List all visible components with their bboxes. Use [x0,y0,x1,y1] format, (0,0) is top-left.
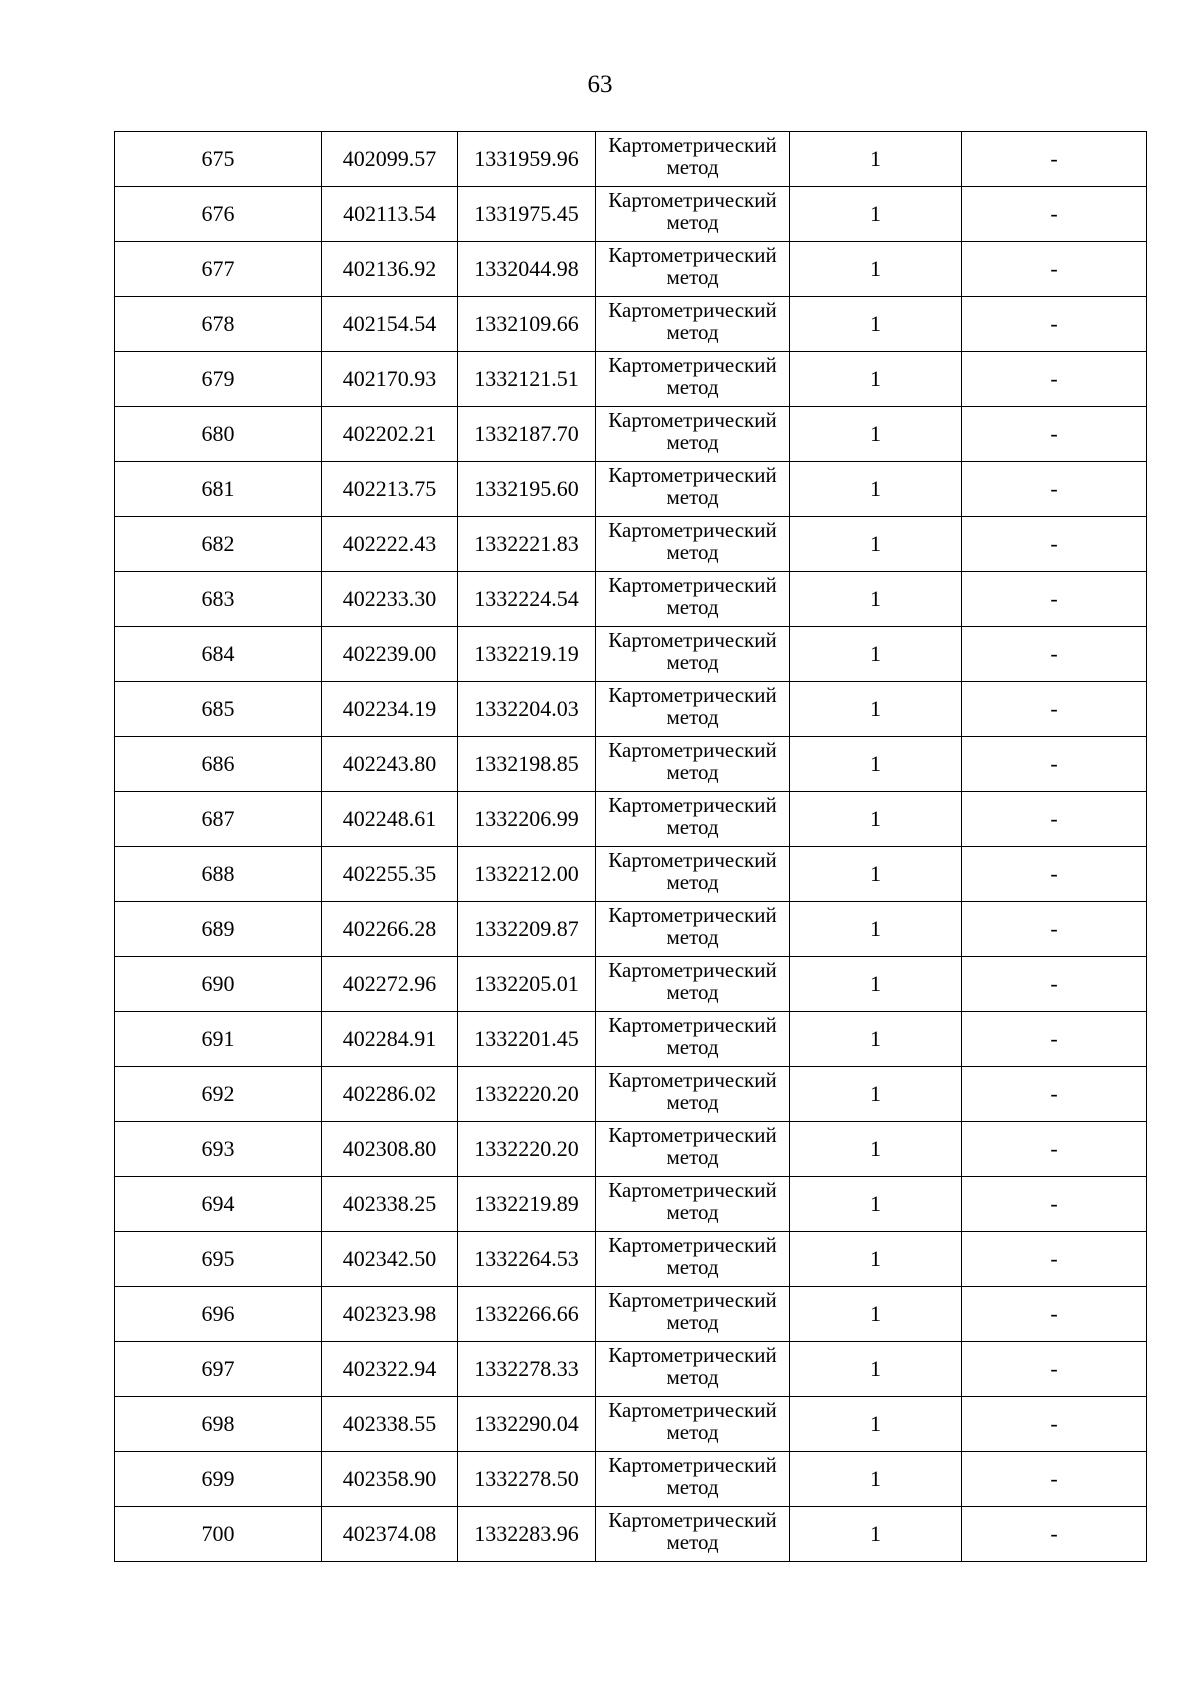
table-row [115,1342,1147,1397]
y-coordinate-cell: 1332219.19 [458,627,596,682]
method-cell [596,1232,790,1287]
method-line-2: метод [666,705,719,729]
note-cell: - [962,407,1147,462]
y-coordinate-cell: 1332198.85 [458,737,596,792]
accuracy-cell: 1 [790,902,962,957]
y-coordinate-cell: 1332044.98 [458,242,596,297]
point-number-cell: 698 [115,1397,322,1452]
accuracy-cell: 1 [790,297,962,352]
method-line-2: метод [666,540,719,564]
method-line-2: метод [666,1035,719,1059]
y-coordinate-cell: 1332209.87 [458,902,596,957]
method-line-1: Картометрический [608,958,777,982]
method-cell [596,737,790,792]
y-coordinate-cell: 1332109.66 [458,297,596,352]
method-line-2: метод [666,650,719,674]
point-number-cell: 680 [115,407,322,462]
method-line-1: Картометрический [608,738,777,762]
accuracy-cell: 1 [790,572,962,627]
y-coordinate-cell: 1332278.50 [458,1452,596,1507]
point-number-cell: 676 [115,187,322,242]
y-coordinate-cell: 1332206.99 [458,792,596,847]
method-cell [596,517,790,572]
method-cell [596,407,790,462]
method-line-1: Картометрический [608,1178,777,1202]
method-line-2: метод [666,155,719,179]
point-number-cell: 688 [115,847,322,902]
point-number-cell: 675 [115,132,322,187]
accuracy-cell: 1 [790,792,962,847]
x-coordinate-cell: 402239.00 [322,627,458,682]
point-number-cell: 691 [115,1012,322,1067]
table-row [115,1507,1147,1562]
point-number-cell: 690 [115,957,322,1012]
table-row [115,407,1147,462]
point-number-cell: 699 [115,1452,322,1507]
accuracy-cell: 1 [790,1507,962,1562]
accuracy-cell: 1 [790,517,962,572]
table-row [115,1452,1147,1507]
accuracy-cell: 1 [790,1232,962,1287]
method-line-1: Картометрический [608,408,777,432]
method-line-2: метод [666,375,719,399]
method-line-2: метод [666,320,719,344]
x-coordinate-cell: 402322.94 [322,1342,458,1397]
accuracy-cell: 1 [790,352,962,407]
point-number-cell: 689 [115,902,322,957]
method-cell [596,1177,790,1232]
y-coordinate-cell: 1332212.00 [458,847,596,902]
accuracy-cell: 1 [790,847,962,902]
method-cell [596,1122,790,1177]
method-line-2: метод [666,595,719,619]
accuracy-cell: 1 [790,1287,962,1342]
method-cell [596,957,790,1012]
method-cell [596,792,790,847]
table-row [115,1177,1147,1232]
accuracy-cell: 1 [790,1122,962,1177]
x-coordinate-cell: 402233.30 [322,572,458,627]
accuracy-cell: 1 [790,1067,962,1122]
method-line-2: метод [666,1475,719,1499]
note-cell: - [962,517,1147,572]
note-cell: - [962,1397,1147,1452]
y-coordinate-cell: 1332205.01 [458,957,596,1012]
method-line-1: Картометрический [608,628,777,652]
accuracy-cell: 1 [790,682,962,737]
note-cell: - [962,1012,1147,1067]
y-coordinate-cell: 1331975.45 [458,187,596,242]
x-coordinate-cell: 402266.28 [322,902,458,957]
accuracy-cell: 1 [790,957,962,1012]
method-line-1: Картометрический [608,1068,777,1092]
note-cell: - [962,352,1147,407]
method-cell [596,132,790,187]
note-cell: - [962,1232,1147,1287]
method-line-1: Картометрический [608,793,777,817]
x-coordinate-cell: 402338.25 [322,1177,458,1232]
method-line-2: метод [666,925,719,949]
point-number-cell: 686 [115,737,322,792]
page-number: 63 [587,71,613,98]
note-cell: - [962,1452,1147,1507]
accuracy-cell: 1 [790,737,962,792]
x-coordinate-cell: 402202.21 [322,407,458,462]
table-row [115,572,1147,627]
table-row [115,1122,1147,1177]
method-line-1: Картометрический [608,1453,777,1477]
table-row [115,242,1147,297]
point-number-cell: 700 [115,1507,322,1562]
x-coordinate-cell: 402234.19 [322,682,458,737]
method-line-2: метод [666,815,719,839]
method-line-1: Картометрический [608,518,777,542]
method-line-2: метод [666,1310,719,1334]
point-number-cell: 683 [115,572,322,627]
table-row [115,792,1147,847]
table-row [115,132,1147,187]
method-line-2: метод [666,1365,719,1389]
x-coordinate-cell: 402338.55 [322,1397,458,1452]
method-line-1: Картометрический [608,1123,777,1147]
table-row [115,297,1147,352]
method-line-2: метод [666,1530,719,1554]
table-row [115,1287,1147,1342]
table-row [115,462,1147,517]
table-row [115,187,1147,242]
accuracy-cell: 1 [790,1012,962,1067]
accuracy-cell: 1 [790,1177,962,1232]
x-coordinate-cell: 402286.02 [322,1067,458,1122]
accuracy-cell: 1 [790,1342,962,1397]
accuracy-cell: 1 [790,132,962,187]
y-coordinate-cell: 1332195.60 [458,462,596,517]
note-cell: - [962,957,1147,1012]
method-cell [596,1507,790,1562]
method-line-2: метод [666,1145,719,1169]
note-cell: - [962,1177,1147,1232]
y-coordinate-cell: 1332219.89 [458,1177,596,1232]
point-number-cell: 687 [115,792,322,847]
method-cell [596,1067,790,1122]
x-coordinate-cell: 402136.92 [322,242,458,297]
method-cell [596,1452,790,1507]
point-number-cell: 681 [115,462,322,517]
accuracy-cell: 1 [790,242,962,297]
x-coordinate-cell: 402284.91 [322,1012,458,1067]
x-coordinate-cell: 402222.43 [322,517,458,572]
method-line-1: Картометрический [608,298,777,322]
point-number-cell: 678 [115,297,322,352]
coordinates-table [114,131,1147,1562]
method-cell [596,572,790,627]
method-cell [596,627,790,682]
y-coordinate-cell: 1332187.70 [458,407,596,462]
point-number-cell: 685 [115,682,322,737]
table-row [115,352,1147,407]
y-coordinate-cell: 1332278.33 [458,1342,596,1397]
y-coordinate-cell: 1332224.54 [458,572,596,627]
method-line-1: Картометрический [608,353,777,377]
method-cell [596,1012,790,1067]
note-cell: - [962,792,1147,847]
point-number-cell: 695 [115,1232,322,1287]
table-row [115,902,1147,957]
point-number-cell: 697 [115,1342,322,1397]
table-row [115,1397,1147,1452]
y-coordinate-cell: 1332266.66 [458,1287,596,1342]
method-line-1: Картометрический [608,463,777,487]
note-cell: - [962,572,1147,627]
table-row [115,847,1147,902]
point-number-cell: 684 [115,627,322,682]
method-line-1: Картометрический [608,188,777,212]
x-coordinate-cell: 402308.80 [322,1122,458,1177]
table-row [115,1067,1147,1122]
coordinates-table-body [115,132,1147,1562]
note-cell: - [962,242,1147,297]
accuracy-cell: 1 [790,627,962,682]
x-coordinate-cell: 402342.50 [322,1232,458,1287]
y-coordinate-cell: 1332220.20 [458,1122,596,1177]
table-row [115,517,1147,572]
method-line-1: Картометрический [608,1013,777,1037]
accuracy-cell: 1 [790,462,962,517]
note-cell: - [962,682,1147,737]
note-cell: - [962,1122,1147,1177]
point-number-cell: 679 [115,352,322,407]
note-cell: - [962,297,1147,352]
x-coordinate-cell: 402213.75 [322,462,458,517]
y-coordinate-cell: 1331959.96 [458,132,596,187]
method-line-1: Картометрический [608,243,777,267]
method-cell [596,1397,790,1452]
x-coordinate-cell: 402374.08 [322,1507,458,1562]
method-line-1: Картометрический [608,1508,777,1532]
point-number-cell: 694 [115,1177,322,1232]
method-line-1: Картометрический [608,1288,777,1312]
note-cell: - [962,902,1147,957]
accuracy-cell: 1 [790,1397,962,1452]
method-line-2: метод [666,870,719,894]
method-line-2: метод [666,1255,719,1279]
method-line-2: метод [666,485,719,509]
x-coordinate-cell: 402154.54 [322,297,458,352]
table-row [115,957,1147,1012]
note-cell: - [962,1287,1147,1342]
accuracy-cell: 1 [790,1452,962,1507]
y-coordinate-cell: 1332290.04 [458,1397,596,1452]
y-coordinate-cell: 1332264.53 [458,1232,596,1287]
table-row [115,737,1147,792]
table-row [115,1012,1147,1067]
point-number-cell: 696 [115,1287,322,1342]
point-number-cell: 682 [115,517,322,572]
method-cell [596,187,790,242]
method-line-2: метод [666,760,719,784]
method-line-1: Картометрический [608,848,777,872]
accuracy-cell: 1 [790,407,962,462]
note-cell: - [962,1067,1147,1122]
note-cell: - [962,737,1147,792]
method-cell [596,847,790,902]
note-cell: - [962,847,1147,902]
x-coordinate-cell: 402170.93 [322,352,458,407]
y-coordinate-cell: 1332221.83 [458,517,596,572]
method-cell [596,1287,790,1342]
method-cell [596,902,790,957]
method-line-1: Картометрический [608,133,777,157]
x-coordinate-cell: 402248.61 [322,792,458,847]
x-coordinate-cell: 402358.90 [322,1452,458,1507]
x-coordinate-cell: 402272.96 [322,957,458,1012]
point-number-cell: 692 [115,1067,322,1122]
note-cell: - [962,132,1147,187]
method-line-1: Картометрический [608,1233,777,1257]
method-line-2: метод [666,980,719,1004]
y-coordinate-cell: 1332121.51 [458,352,596,407]
table-row [115,1232,1147,1287]
x-coordinate-cell: 402323.98 [322,1287,458,1342]
x-coordinate-cell: 402243.80 [322,737,458,792]
note-cell: - [962,627,1147,682]
note-cell: - [962,187,1147,242]
method-line-2: метод [666,265,719,289]
method-line-1: Картометрический [608,683,777,707]
y-coordinate-cell: 1332283.96 [458,1507,596,1562]
method-line-2: метод [666,1200,719,1224]
method-cell [596,682,790,737]
method-cell [596,297,790,352]
point-number-cell: 693 [115,1122,322,1177]
note-cell: - [962,462,1147,517]
method-line-2: метод [666,1090,719,1114]
x-coordinate-cell: 402113.54 [322,187,458,242]
method-cell [596,352,790,407]
method-cell [596,1342,790,1397]
accuracy-cell: 1 [790,187,962,242]
point-number-cell: 677 [115,242,322,297]
y-coordinate-cell: 1332220.20 [458,1067,596,1122]
method-line-1: Картометрический [608,903,777,927]
table-row [115,627,1147,682]
y-coordinate-cell: 1332201.45 [458,1012,596,1067]
method-line-2: метод [666,1420,719,1444]
method-line-2: метод [666,210,719,234]
note-cell: - [962,1342,1147,1397]
method-line-2: метод [666,430,719,454]
method-line-1: Картометрический [608,573,777,597]
method-cell [596,462,790,517]
x-coordinate-cell: 402255.35 [322,847,458,902]
note-cell: - [962,1507,1147,1562]
method-line-1: Картометрический [608,1343,777,1367]
y-coordinate-cell: 1332204.03 [458,682,596,737]
method-cell [596,242,790,297]
method-line-1: Картометрический [608,1398,777,1422]
x-coordinate-cell: 402099.57 [322,132,458,187]
table-row [115,682,1147,737]
